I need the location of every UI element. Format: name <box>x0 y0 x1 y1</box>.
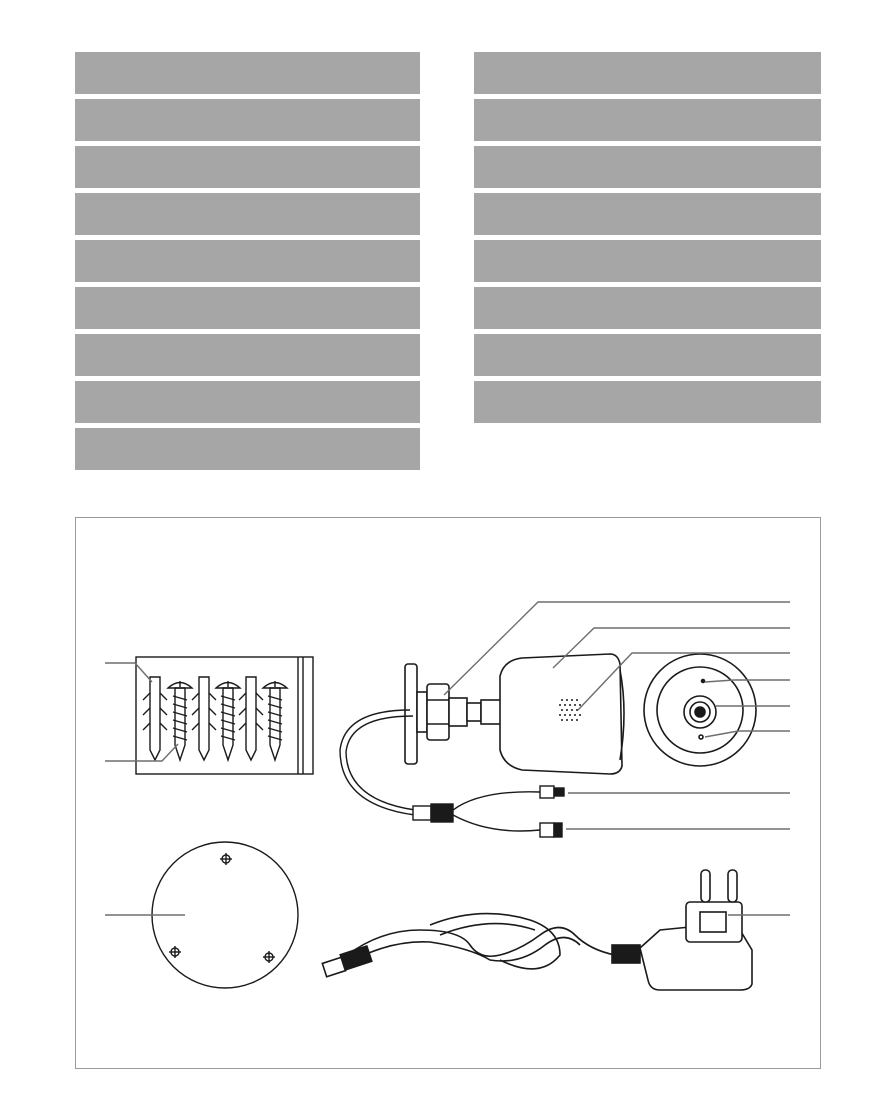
camera-housing <box>500 654 622 774</box>
camera-side-view-icon <box>405 654 624 774</box>
camera-front-view-icon <box>644 654 756 766</box>
network-connector-icon <box>540 823 562 837</box>
wall-plugs-and-screws-icon <box>136 657 313 774</box>
power-adapter-icon <box>322 870 752 990</box>
power-connector-icon <box>540 786 564 798</box>
status-led-icon <box>702 680 705 683</box>
wall-bracket-plate <box>405 664 417 764</box>
